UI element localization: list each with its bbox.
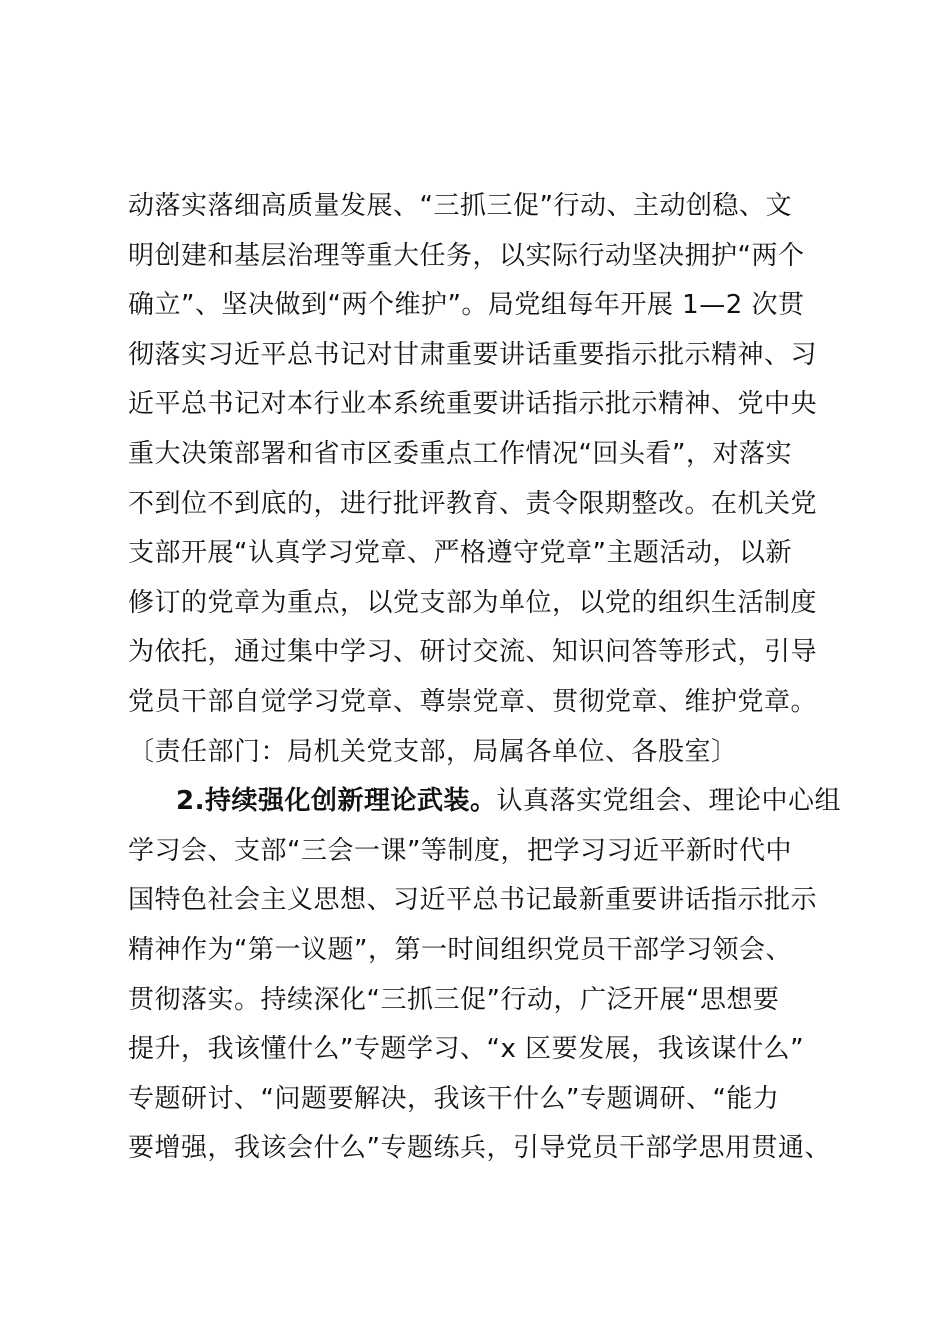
body-line: 不到位不到底的，进行批评教育、责令限期整改。在机关党 bbox=[128, 488, 818, 519]
body-line: 学习会、支部“三会一课”等制度，把学习习近平新时代中 bbox=[128, 835, 792, 866]
body-line: 提升，我该懂什么”专题学习、“x 区要发展，我该谋什么” bbox=[128, 1034, 805, 1065]
body-line: 要增强，我该会什么”专题练兵，引导党员干部学思用贯通、 bbox=[128, 1133, 831, 1164]
body-line: 彻落实习近平总书记对甘肃重要讲话重要指示批示精神、习 bbox=[128, 339, 818, 370]
document-body bbox=[128, 182, 848, 1174]
body-line: 国特色社会主义思想、习近平总书记最新重要讲话指示批示 bbox=[128, 885, 818, 916]
body-line: 修订的党章为重点，以党支部为单位，以党的组织生活制度 bbox=[128, 587, 818, 618]
body-line: 支部开展“认真学习党章、严格遵守党章”主题活动，以新 bbox=[128, 538, 792, 569]
body-line: 重大决策部署和省市区委重点工作情况“回头看”，对落实 bbox=[128, 438, 792, 469]
body-line: 专题研讨、“问题要解决，我该干什么”专题调研、“能力 bbox=[128, 1083, 780, 1114]
body-line: 党员干部自觉学习党章、尊崇党章、贯彻党章、维护党章。 bbox=[128, 686, 818, 717]
body-line: 近平总书记对本行业本系统重要讲话指示批示精神、党中央 bbox=[128, 389, 818, 420]
section-heading-rest: 认真落实党组会、理论中心组 bbox=[496, 786, 841, 817]
body-line: 贯彻落实。持续深化“三抓三促”行动，广泛开展“思想要 bbox=[128, 984, 780, 1015]
section-heading: 2.持续强化创新理论武装。 bbox=[176, 786, 497, 817]
body-line: 为依托，通过集中学习、研讨交流、知识问答等形式，引导 bbox=[128, 637, 818, 668]
responsibility-note: 〔责任部门：局机关党支部，局属各单位、各股室〕 bbox=[128, 736, 738, 767]
body-line: 动落实落细高质量发展、“三抓三促”行动、主动创稳、文 bbox=[128, 191, 792, 221]
body-line: 精神作为“第一议题”，第一时间组织党员干部学习领会、 bbox=[128, 934, 792, 965]
section-heading-line bbox=[128, 777, 848, 827]
body-line: 明创建和基层治理等重大任务，以实际行动坚决拥护“两个 bbox=[128, 240, 805, 271]
body-line: 确立”、坚决做到“两个维护”。局党组每年开展 1—2 次贯 bbox=[128, 290, 805, 321]
